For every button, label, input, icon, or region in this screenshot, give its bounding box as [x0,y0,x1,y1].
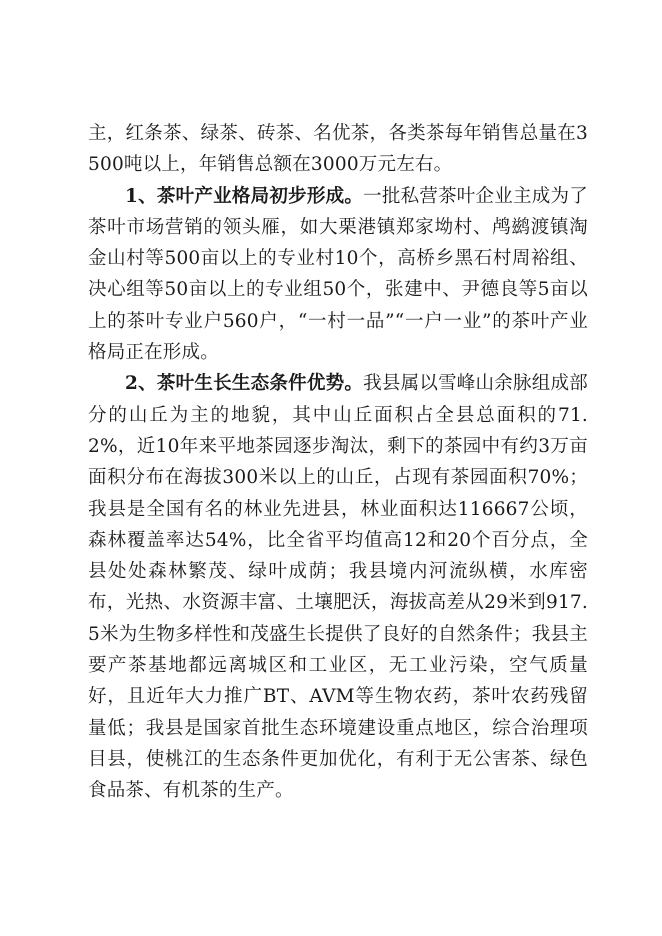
paragraph-ecological-advantage [88,368,588,806]
paragraph-body: 一批私营茶叶企业主成为了茶叶市场营销的领头雁，如大栗港镇郑家坳村、鸬鹚渡镇淘金山村等500亩以上的专业村10个，高桥乡黑石村周裕组、决心组等50亩以上的专业组50个，张建中、尹德良等5亩以上的茶叶专业户560户，“一村一品”“一户一业”的茶叶产业格局正在形成。 [88,185,588,364]
paragraph-tea-industry-layout [88,181,588,369]
paragraph-heading: 2、茶叶生长生态条件优势。 [125,373,364,395]
paragraph-heading: 1、茶叶产业格局初步形成。 [125,185,364,207]
paragraph-continuation: 主，红条茶、绿茶、砖茶、名优茶，各类茶每年销售总量在3500吨以上，年销售总额在3000万元左右。 [88,123,588,176]
paragraph-body: 我县属以雪峰山余脉组成部分的山丘为主的地貌，其中山丘面积占全县总面积的71.2%，近10年来平地茶园逐步淘汰，剩下的茶园中有约3万亩面积分布在海拔300米以上的山丘，占现有茶园面积70%；我县是全国有名的林业先进县，林业面积达116667公顷，森林覆盖率达54%，比全省平均值高12和20个百分点，全县处处森林繁茂、绿叶成荫；我县境内河流纵横，水库密布，光热、水资源丰富、土壤肥沃，海拔高差从29米到917.5米为生物多样性和茂盛生长提供了良好的自然条件；我县主要产茶基地都远离城区和工业区，无工业污染，空气质量好，且近年大力推广BT、AVM等生物农药，茶叶农药残留量低；我县是国家首批生态环境建设重点地区，综合治理项目县，使桃江的生态条件更加优化，有利于无公害茶、绿色食品茶、有机茶的生产。 [88,373,588,802]
document-body [88,118,588,807]
